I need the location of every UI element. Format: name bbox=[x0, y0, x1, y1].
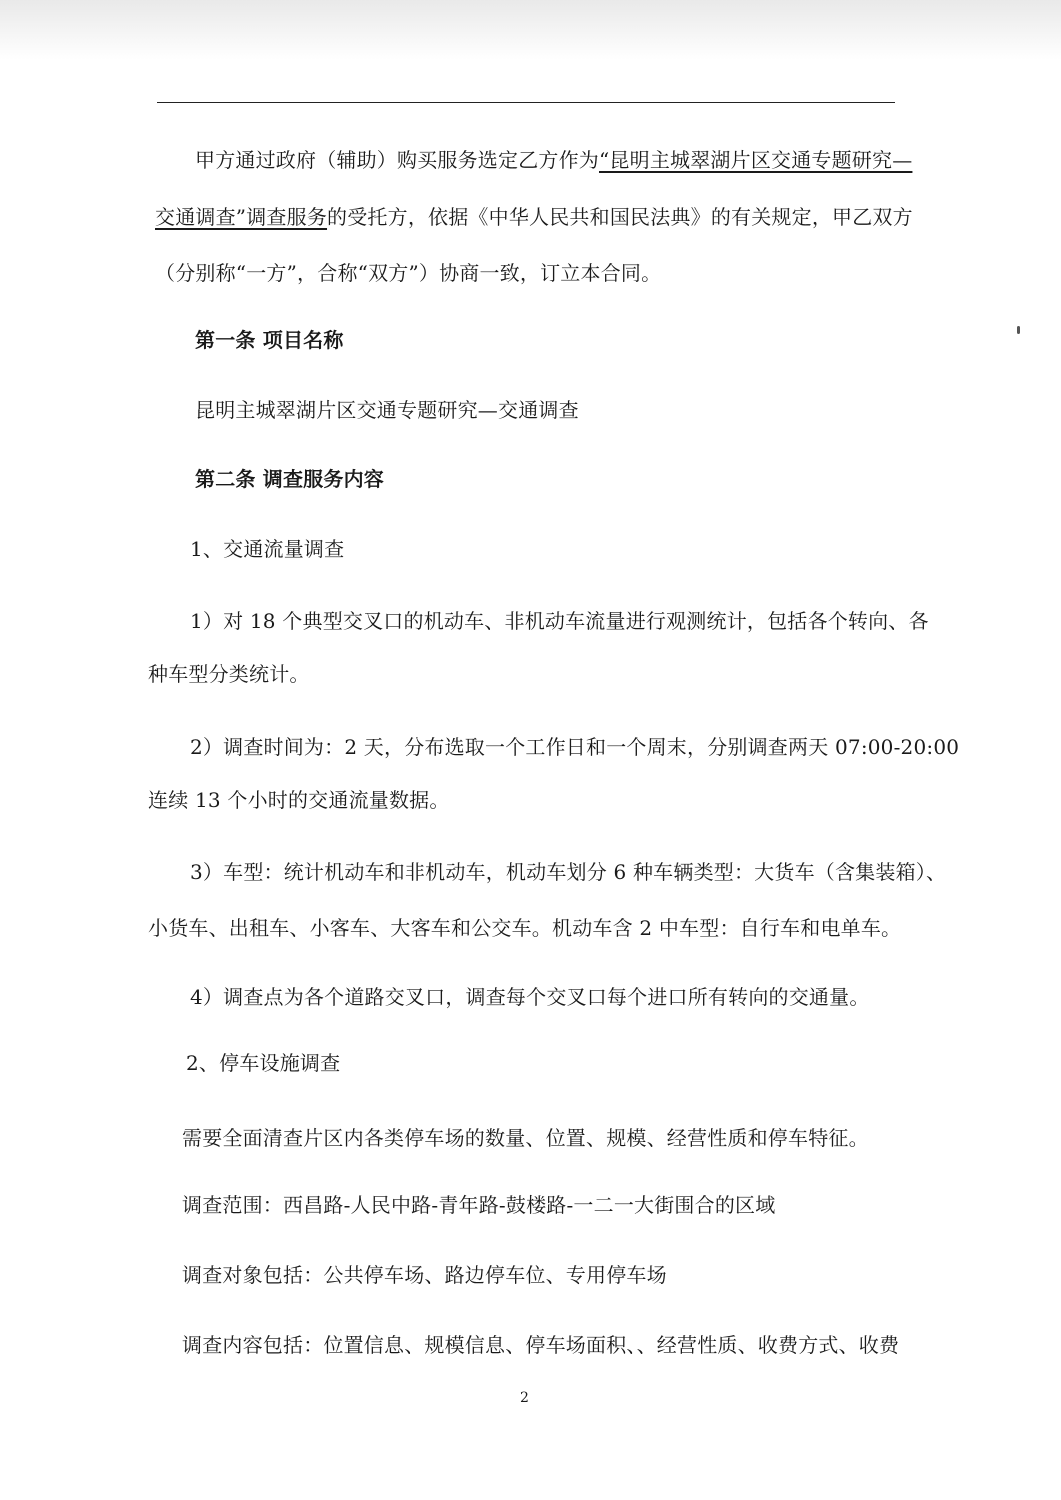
parking-line-1: 需要全面清查片区内各类停车场的数量、位置、规模、经营性质和停车特征。 bbox=[182, 1126, 869, 1150]
project-name-underlined-1: “昆明主城翠湖片区交通专题研究— bbox=[599, 148, 913, 172]
item-2-line-2: 连续 13 个小时的交通流量数据。 bbox=[148, 788, 450, 812]
intro-line-3: （分别称“一方”，合称“双方”）协商一致，订立本合同。 bbox=[155, 261, 662, 285]
intro-line-1 bbox=[195, 146, 912, 174]
article-1-content: 昆明主城翠湖片区交通专题研究—交通调查 bbox=[195, 398, 579, 422]
parking-line-2: 调查范围：西昌路-人民中路-青年路-鼓楼路-一二一大街围合的区域 bbox=[182, 1193, 776, 1217]
header-rule bbox=[157, 102, 895, 103]
project-name-underlined-2: 交通调查”调查服务 bbox=[155, 205, 328, 229]
intro-line-1-prefix: 甲方通过政府（辅助）购买服务选定乙方作为 bbox=[195, 148, 599, 172]
parking-line-4: 调查内容包括：位置信息、规模信息、停车场面积、、经营性质、收费方式、收费 bbox=[182, 1333, 900, 1357]
item-2-line-1: 2）调查时间为：2 天，分布选取一个工作日和一个周末，分别调查两天 07:00-20:00 bbox=[190, 735, 960, 759]
section-2-title: 2、停车设施调查 bbox=[186, 1051, 341, 1075]
item-1-line-1: 1）对 18 个典型交叉口的机动车、非机动车流量进行观测统计，包括各个转向、各 bbox=[190, 609, 929, 633]
article-1-heading: 第一条 项目名称 bbox=[195, 328, 344, 352]
scan-speck bbox=[1017, 326, 1020, 334]
item-3-line-1: 3）车型：统计机动车和非机动车，机动车划分 6 种车辆类型：大货车（含集装箱）、 bbox=[190, 860, 947, 884]
intro-line-2-suffix: 的受托方，依据《中华人民共和国民法典》的有关规定，甲乙双方 bbox=[327, 205, 913, 229]
item-3-line-2: 小货车、出租车、小客车、大客车和公交车。机动车含 2 中车型：自行车和电单车。 bbox=[148, 916, 902, 940]
article-2-heading: 第二条 调查服务内容 bbox=[195, 467, 384, 491]
intro-line-2 bbox=[155, 203, 913, 231]
scan-shadow bbox=[0, 0, 1061, 60]
parking-line-3: 调查对象包括：公共停车场、路边停车位、专用停车场 bbox=[182, 1263, 667, 1287]
section-1-title: 1、交通流量调查 bbox=[190, 537, 345, 561]
item-1-line-2: 种车型分类统计。 bbox=[148, 662, 310, 686]
item-4: 4）调查点为各个道路交叉口，调查每个交叉口每个进口所有转向的交通量。 bbox=[190, 985, 870, 1009]
page-number: 2 bbox=[520, 1390, 529, 1406]
